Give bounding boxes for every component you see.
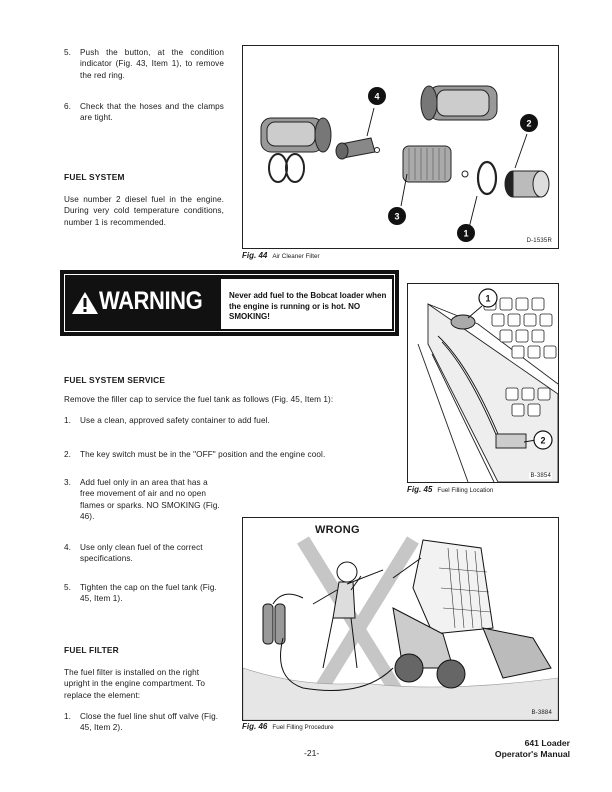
service-step-3 <box>64 477 224 523</box>
service-step-1 <box>64 415 404 427</box>
warning-box <box>60 270 399 336</box>
service-step-4 <box>64 542 224 566</box>
filter-step-1 <box>64 711 224 735</box>
fuel-filling-location-illustration <box>408 284 558 482</box>
fig-44-callout-3: 3 <box>394 211 400 222</box>
fig-46-caption <box>242 722 334 731</box>
step-text: Close the fuel line shut off valve (Fig. 45, Item 2). <box>80 712 219 733</box>
fuel-system-service-heading: FUEL SYSTEM SERVICE <box>64 375 166 385</box>
fig-45-caption <box>407 485 493 494</box>
step-text: Add fuel only in an area that has a free movement of air and no open flames or sparks. NO SMOKING (Fig. 46). <box>80 478 220 522</box>
fuel-filling-procedure-illustration <box>243 518 558 720</box>
fig-44-frame <box>242 45 559 249</box>
page-number: -21- <box>304 748 320 758</box>
air-cleaner-illustration <box>243 46 558 248</box>
fig-44-code: D-1535R <box>526 238 552 244</box>
fig-44-callout-2: 2 <box>526 118 532 129</box>
fuel-system-heading: FUEL SYSTEM <box>64 172 125 182</box>
step-text: Use only clean fuel of the correct specifications. <box>80 543 203 564</box>
service-step-5 <box>64 582 224 606</box>
fig-44-callout-4: 4 <box>374 91 380 102</box>
service-step-2 <box>64 449 404 461</box>
warning-label-area <box>67 285 219 321</box>
fig-46-frame <box>242 517 559 721</box>
fig-46-code: B-3884 <box>531 710 552 716</box>
step-number: 5. <box>64 583 72 592</box>
fig-44-number: Fig. 44 <box>242 251 268 260</box>
fig-46-wrong-label: WRONG <box>315 524 360 536</box>
fig-45-frame <box>407 283 559 483</box>
fig-45-title: Fuel Filling Location <box>437 487 494 494</box>
warning-message: Never add fuel to the Bobcat loader when the engine is running or is hot. NO SMOKING! <box>229 291 387 321</box>
step-number: 3. <box>64 478 72 487</box>
step-5-top <box>64 47 224 81</box>
fuel-filter-heading: FUEL FILTER <box>64 645 119 655</box>
fig-45-number: Fig. 45 <box>407 485 433 494</box>
footer-manual: Operator's Manual <box>494 749 570 759</box>
fuel-system-service-intro: Remove the filler cap to service the fuel tank as follows (Fig. 45, Item 1): <box>64 395 334 404</box>
fig-46-title: Fuel Filling Procedure <box>272 724 334 731</box>
step-6-top <box>64 101 224 125</box>
step-text: Check that the hoses and the clamps are tight. <box>80 102 224 123</box>
warning-panel <box>64 274 395 332</box>
fig-44-callout-1: 1 <box>463 228 469 239</box>
fuel-filter-text: The fuel filter is installed on the right upright in the engine compartment. To replace the element: <box>64 668 205 700</box>
fig-45-callout-1: 1 <box>485 293 491 304</box>
warning-triangle-icon <box>71 291 99 315</box>
fig-45-callout-2: 2 <box>540 435 546 446</box>
step-number: 1. <box>64 712 72 721</box>
fig-44-caption <box>242 251 320 260</box>
step-number: 1. <box>64 416 72 425</box>
warning-label: WARNING <box>99 287 203 315</box>
fig-45-code: B-3854 <box>530 473 551 479</box>
step-text: The key switch must be in the "OFF" position and the engine cool. <box>80 450 326 459</box>
step-number: 6. <box>64 102 72 111</box>
fig-46-number: Fig. 46 <box>242 722 268 731</box>
step-text: Use a clean, approved safety container to add fuel. <box>80 416 270 425</box>
fuel-system-text: Use number 2 diesel fuel in the engine. During very cold temperature conditions, number 1 is recommended. <box>64 195 224 227</box>
footer-model: 641 Loader <box>524 738 570 748</box>
step-number: 2. <box>64 450 72 459</box>
step-number: 5. <box>64 48 72 57</box>
footer-title <box>470 738 570 760</box>
fig-44-title: Air Cleaner Filter <box>272 253 320 260</box>
warning-message-panel <box>221 279 392 329</box>
step-text: Push the button, at the condition indicator (Fig. 43, Item 1), to remove the red ring. <box>80 48 224 80</box>
step-text: Tighten the cap on the fuel tank (Fig. 45, Item 1). <box>80 583 217 604</box>
step-number: 4. <box>64 543 72 552</box>
